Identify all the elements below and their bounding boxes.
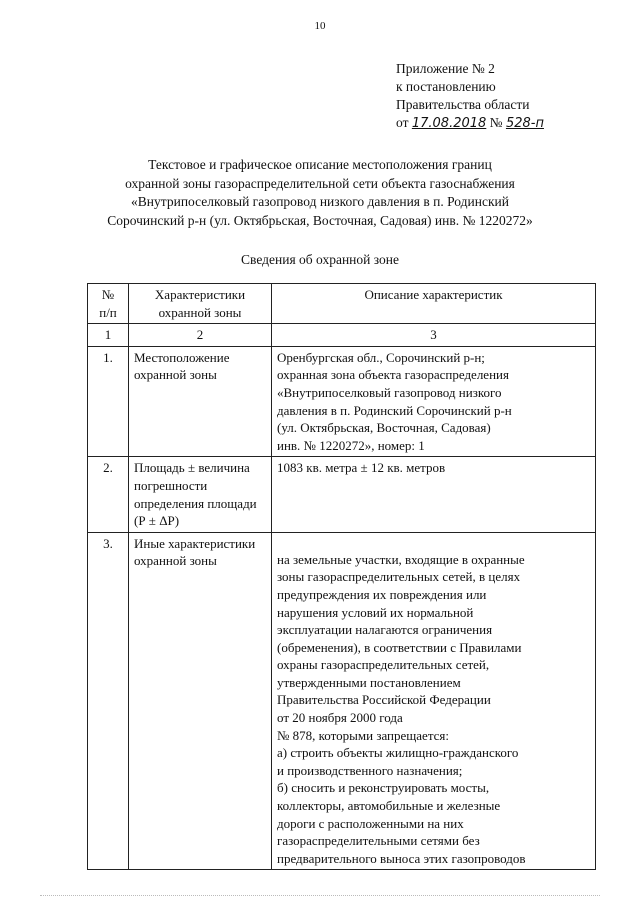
- table-row: [88, 346, 596, 457]
- row-characteristic-line: охранной зоны: [134, 553, 217, 569]
- row-characteristic-line: определения площади: [134, 495, 257, 511]
- row-characteristic: [129, 532, 272, 870]
- row-description-line: зоны газораспределительных сетей, в целях: [277, 569, 521, 585]
- row-description-line: дороги с расположенными на них: [277, 815, 464, 831]
- date-prefix: от: [396, 115, 409, 130]
- row-description-line: и производственного назначения;: [277, 762, 463, 778]
- row-description-line: а) строить объекты жилищно-гражданского: [277, 745, 519, 761]
- row-description-line: (ул. Октябрьская, Восточная, Садовая): [277, 420, 491, 436]
- col-number-1: 1: [88, 324, 129, 347]
- appendix-title: Приложение № 2: [396, 61, 495, 76]
- row-description-line: охраны газораспределительных сетей,: [277, 657, 490, 673]
- row-characteristic-line: Площадь ± величина: [134, 460, 250, 476]
- protection-zone-table: [87, 283, 596, 870]
- row-description-line: от 20 ноября 2000 года: [277, 710, 403, 726]
- row-num: 1.: [88, 346, 129, 457]
- row-description-line: Оренбургская обл., Сорочинский р-н;: [277, 349, 485, 365]
- row-description-line: предварительного выноса этих газопроводов: [277, 850, 526, 866]
- title-line-4: Сорочинский р-н (ул. Октябрьская, Восточная, Садовая) инв. № 1220272»: [107, 212, 533, 228]
- title-line-2: охранной зоны газораспределительной сети объекта газоснабжения: [125, 175, 515, 191]
- header-num-line-2: п/п: [99, 304, 117, 320]
- header-characteristics: [129, 284, 272, 324]
- row-description-line: газораспределительными сетями без: [277, 833, 480, 849]
- appendix-to-resolution: к постановлению: [396, 79, 496, 94]
- header-char-line-2: охранной зоны: [158, 304, 242, 320]
- col-number-3: 3: [272, 324, 596, 347]
- row-characteristic: [129, 457, 272, 532]
- header-description: Описание характеристик: [272, 284, 596, 324]
- title-line-1: Текстовое и графическое описание местоположения границ: [148, 157, 492, 172]
- row-description-line: утвержденными постановлением: [277, 674, 461, 690]
- row-characteristic-line: Иные характеристики: [134, 535, 256, 551]
- appendix-block: [396, 60, 544, 133]
- row-characteristic-line: (Р ± ΔР): [134, 513, 180, 529]
- row-description-line: (обременения), в соответствии с Правилами: [277, 639, 522, 655]
- row-characteristic: [129, 346, 272, 457]
- row-description-line: эксплуатации налагаются ограничения: [277, 622, 493, 638]
- row-description-line: коллекторы, автомобильные и железные: [277, 798, 501, 814]
- row-description-line: давления в п. Родинский Сорочинский р-н: [277, 402, 512, 418]
- col-number-2: 2: [129, 324, 272, 347]
- appendix-date-line: [396, 114, 544, 133]
- row-description-line: инв. № 1220272», номер: 1: [277, 437, 425, 453]
- row-description: [272, 457, 596, 532]
- document-title: [80, 156, 560, 230]
- row-characteristic-line: Местоположение: [134, 349, 230, 365]
- table-row: [88, 532, 596, 870]
- row-description-line: Правительства Российской Федерации: [277, 692, 491, 708]
- row-description-line: 1083 кв. метра ± 12 кв. метров: [277, 460, 446, 476]
- row-characteristic-line: погрешности: [134, 477, 208, 493]
- header-num: [88, 284, 129, 324]
- row-description: [272, 346, 596, 457]
- column-number-row: [88, 324, 596, 347]
- row-description: [272, 532, 596, 870]
- row-description-line: нарушения условий их нормальной: [277, 604, 474, 620]
- row-description-line: № 878, которыми запрещается:: [277, 727, 450, 743]
- row-description-line: б) сносить и реконструировать мосты,: [277, 780, 490, 796]
- appendix-government: Правительства области: [396, 97, 530, 112]
- row-num: 3.: [88, 532, 129, 870]
- handwritten-date: 17.08.2018: [411, 116, 487, 131]
- title-line-3: «Внутрипоселковый газопровод низкого давления в п. Родинский: [131, 194, 509, 209]
- row-description-line: «Внутрипоселковый газопровод низкого: [277, 384, 502, 400]
- page-number: 10: [314, 20, 326, 32]
- row-description-line: на земельные участки, входящие в охранные: [277, 551, 525, 567]
- table-header-row: [88, 284, 596, 324]
- scan-artifact-line: [40, 895, 600, 902]
- row-description-line: охранная зона объекта газораспределения: [277, 367, 509, 383]
- row-num: 2.: [88, 457, 129, 532]
- row-characteristic-line: охранной зоны: [134, 367, 217, 383]
- section-title: Сведения об охранной зоне: [241, 252, 399, 267]
- table-row: [88, 457, 596, 532]
- row-description-line: предупреждения их повреждения или: [277, 586, 487, 602]
- header-char-line-1: Характеристики: [154, 287, 246, 302]
- header-num-line-1: №: [101, 287, 115, 302]
- number-prefix: №: [489, 115, 503, 130]
- handwritten-number: 528-п: [505, 116, 544, 131]
